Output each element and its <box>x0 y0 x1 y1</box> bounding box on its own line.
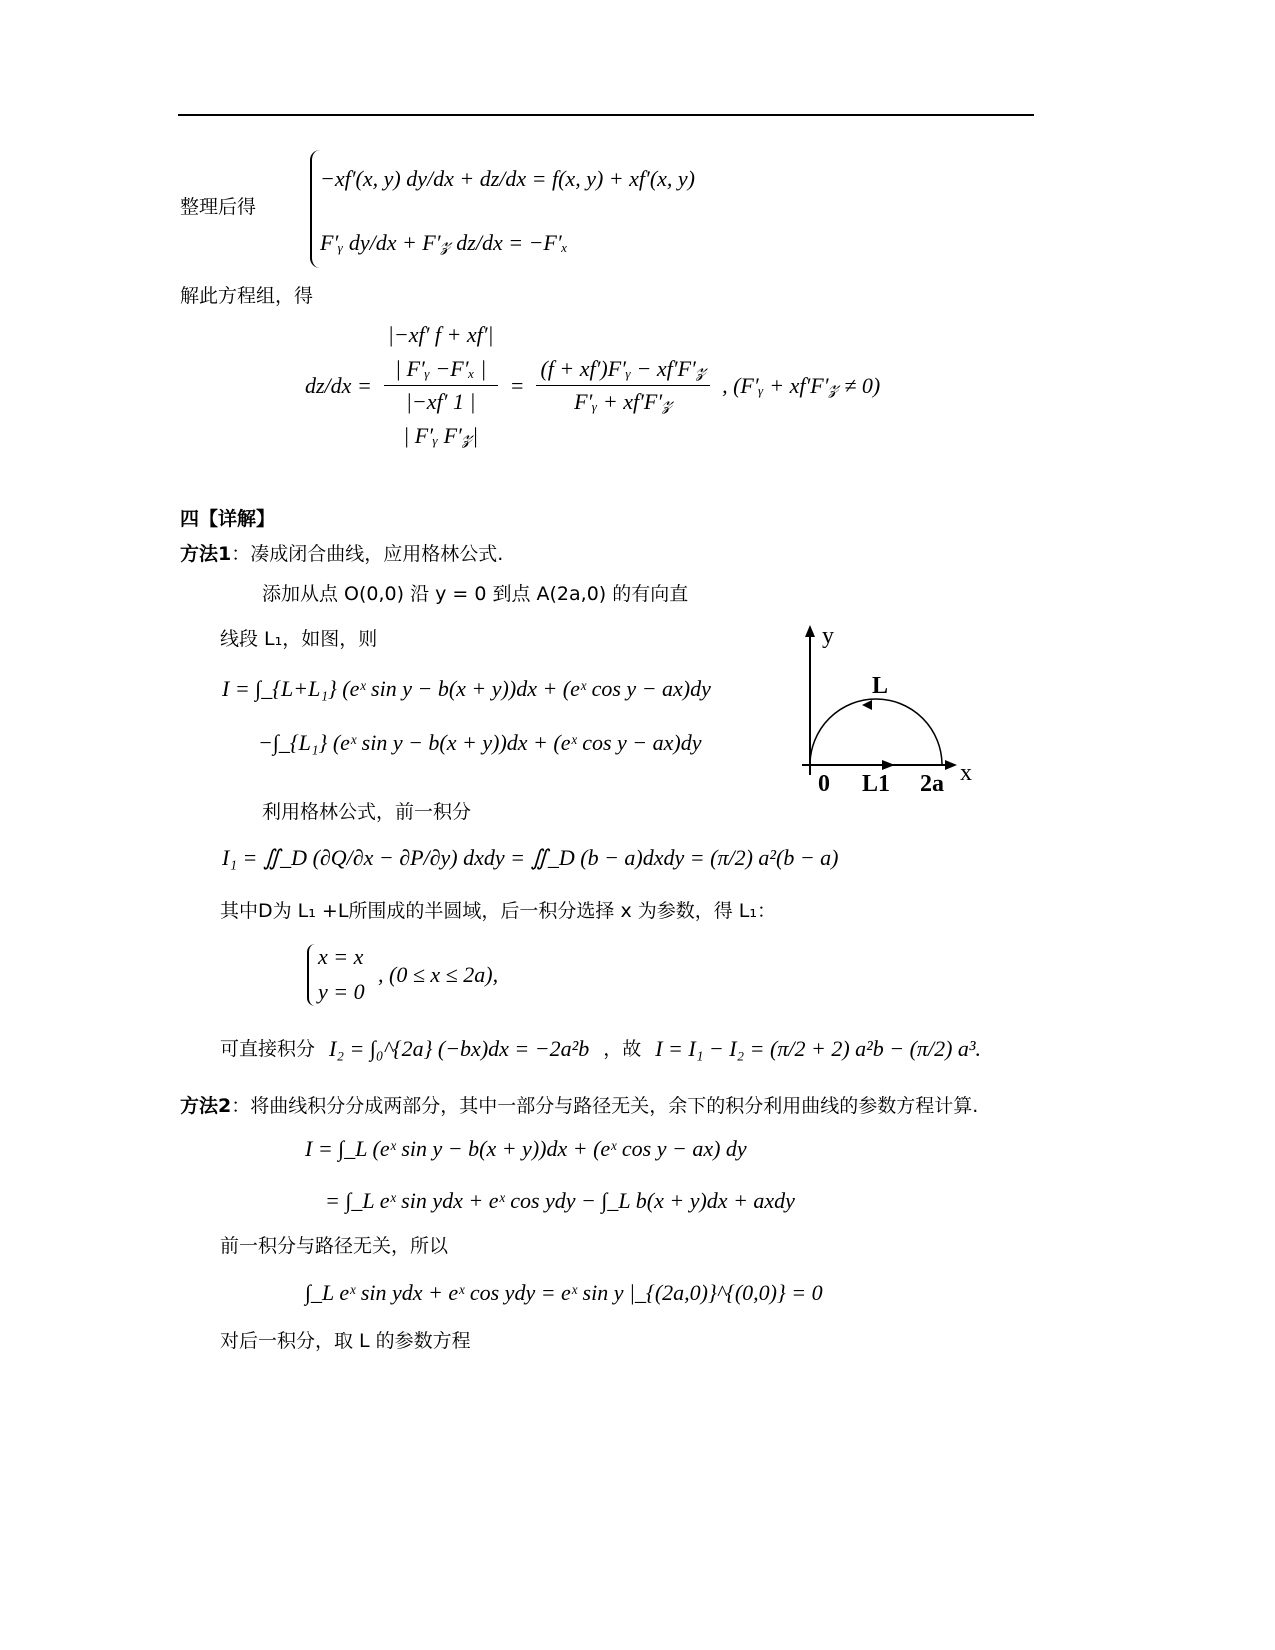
green-text: 利用格林公式，前一积分 <box>262 801 472 823</box>
eq-I: I = ∫_{L+L₁} (eˣ sin y − b(x + y))dx + (eˣ cos y − ax)dy <box>222 676 711 701</box>
rhs-numerator: (f + xf′)F′ᵧ − xf′F′𝓏 <box>540 356 707 381</box>
method2-line <box>180 1094 978 1118</box>
direct-integral-text: 可直接积分 <box>220 1038 316 1060</box>
method1-line <box>180 542 503 566</box>
last-line-text: 对后一积分，取 L 的参数方程 <box>220 1330 471 1352</box>
system-eq-1: −xf′(x, y) dy/dx + dz/dx = f(x, y) + xf′(x, y) <box>320 166 695 191</box>
method2-text: ：将曲线积分分成两部分，其中一部分与路径无关，余下的积分利用曲线的参数方程计算. <box>231 1095 979 1117</box>
rhs-denominator: F′ᵧ + xf′F′𝓏 <box>574 389 673 414</box>
segment-label: L1 <box>862 771 891 797</box>
determinant-numerator <box>384 322 498 386</box>
eq-I2: I₂ = ∫₀^{2a} (−bx)dx = −2a²b <box>329 1036 590 1061</box>
dz-dx-formula <box>305 322 880 449</box>
section-heading: 四【详解】 <box>180 508 276 530</box>
determinant-denominator <box>399 386 482 449</box>
eq-result: I = I₁ − I₂ = (π/2 + 2) a²b − (π/2) a³. <box>655 1036 981 1061</box>
path-indep-text: 前一积分与路径无关，所以 <box>220 1235 449 1257</box>
method1-label: 方法1 <box>180 543 232 565</box>
segment-text: 线段 L₁，如图，则 <box>220 628 378 650</box>
dz-dx-lhs: dz/dx = <box>305 372 372 398</box>
determinant-fraction <box>384 322 498 449</box>
y-axis-arrow-icon <box>805 625 815 637</box>
param-range: , (0 ≤ x ≤ 2a), <box>378 962 499 987</box>
curve-label: L <box>872 673 889 699</box>
det-num-row1: |−xf′ f + xf′| <box>387 322 494 347</box>
system-eq-2: F′ᵧ dy/dx + F′𝓏 dz/dx = −F′ₓ <box>320 230 568 255</box>
add-segment-text: 添加从点 O(0,0) 沿 y = 0 到点 A(2a,0) 的有向直 <box>262 583 689 605</box>
condition: , (F′ᵧ + xf′F′𝓏 ≠ 0) <box>722 372 881 398</box>
end-label: 2a <box>920 771 944 797</box>
eq-m2-3: ∫_L eˣ sin ydx + eˣ cos ydy = eˣ sin y |_{(2a,0)}^{(0,0)} = 0 <box>305 1280 823 1305</box>
param-brace <box>307 944 315 1006</box>
segment-arrow-icon <box>882 760 895 770</box>
x-label: x <box>960 760 972 786</box>
rhs-fraction <box>536 356 710 415</box>
semicircle-curve <box>810 699 942 765</box>
text-rearranged: 整理后得 <box>180 196 257 218</box>
header-rule <box>178 114 1034 116</box>
det-den-row1: |−xf′ 1 | <box>405 389 476 414</box>
text-solve: 解此方程组，得 <box>180 285 314 307</box>
equals-sign: = <box>509 372 525 398</box>
direct-integral-line <box>220 1036 981 1062</box>
curve-arrow-icon <box>862 700 872 710</box>
eq-m2-1: I = ∫_L (eˣ sin y − b(x + y))dx + (eˣ cos y − ax) dy <box>305 1136 747 1161</box>
method1-text: ：凑成闭合曲线，应用格林公式. <box>231 543 504 565</box>
y-label: y <box>822 623 834 649</box>
origin-label: 0 <box>818 771 830 797</box>
eq-minus: −∫_{L₁} (eˣ sin y − b(x + y))dx + (eˣ cos y − ax)dy <box>258 730 702 755</box>
x-axis-arrow-icon <box>945 760 957 770</box>
eq-I1: I₁ = ∬_D (∂Q/∂x − ∂P/∂y) dxdy = ∬_D (b − a)dxdy = (π/2) a²(b − a) <box>222 845 839 870</box>
therefore-text: ，故 <box>603 1038 642 1060</box>
system-brace <box>310 150 320 268</box>
param-x: x = x <box>318 944 364 969</box>
param-y: y = 0 <box>318 979 365 1004</box>
det-num-row2: | F′ᵧ −F′ₓ | <box>395 356 487 381</box>
where-D-text: 其中D为 L₁ +L所围成的半圆域，后一积分选择 x 为参数，得 L₁： <box>220 900 776 922</box>
method2-label: 方法2 <box>180 1095 232 1117</box>
det-den-row2: | F′ᵧ F′𝓏| <box>403 423 479 448</box>
eq-m2-2: = ∫_L eˣ sin ydx + eˣ cos ydy − ∫_L b(x + y)dx + axdy <box>325 1188 795 1213</box>
semicircle-figure <box>790 615 990 800</box>
